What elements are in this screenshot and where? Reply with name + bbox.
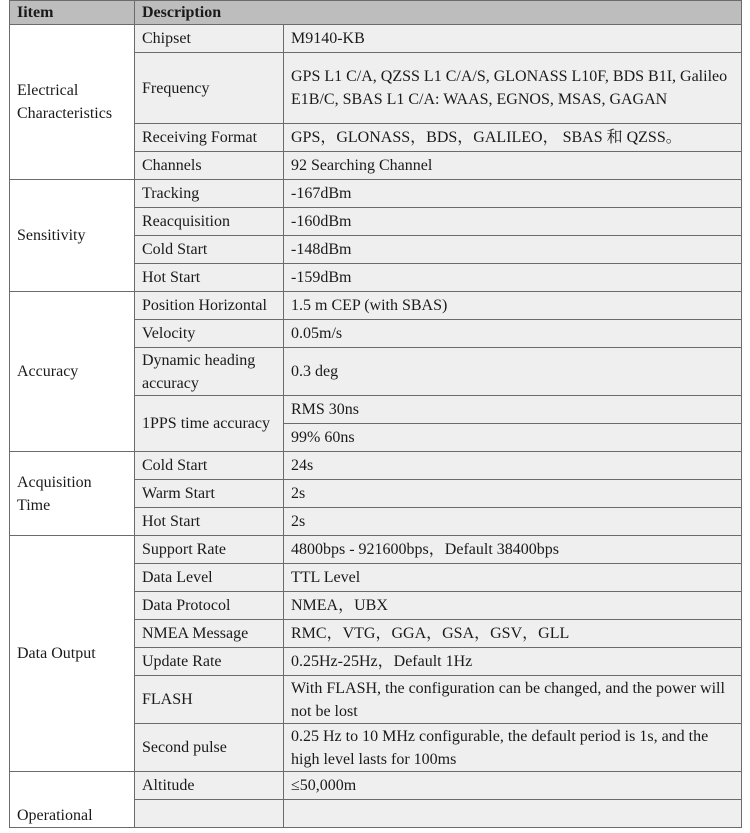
row-value-velocity: 0.05m/s xyxy=(284,320,742,348)
table-row xyxy=(10,25,742,53)
header-row xyxy=(10,1,742,25)
row-name-frequency: Frequency xyxy=(135,53,284,124)
row-value-second-pulse: 0.25 Hz to 10 MHz configurable, the default period is 1s, and the high level lasts for 100ms xyxy=(284,724,742,772)
row-name-1pps-time-accuracy: 1PPS time accuracy xyxy=(135,396,284,452)
header-description: Description xyxy=(135,1,742,25)
row-value-channels: 92 Searching Channel xyxy=(284,152,742,180)
row-value-cutoff xyxy=(284,800,742,828)
row-name-receiving-format: Receiving Format xyxy=(135,124,284,152)
group-accuracy: Accuracy xyxy=(10,292,135,452)
row-name-position-horizontal: Position Horizontal xyxy=(135,292,284,320)
row-value-cold-start: -148dBm xyxy=(284,236,742,264)
row-value-nmea-message: RMC，VTG，GGA，GSA，GSV，GLL xyxy=(284,620,742,648)
header-item: Iitem xyxy=(10,1,135,25)
group-electrical-characteristics: Electrical Characteristics xyxy=(10,25,135,180)
group-sensitivity: Sensitivity xyxy=(10,180,135,292)
table-row xyxy=(10,536,742,564)
table-row xyxy=(10,292,742,320)
row-name-acq-cold-start: Cold Start xyxy=(135,452,284,480)
row-name-reacquisition: Reacquisition xyxy=(135,208,284,236)
row-value-flash: With FLASH, the configuration can be changed, and the power will not be lost xyxy=(284,676,742,724)
row-value-tracking: -167dBm xyxy=(284,180,742,208)
table-row xyxy=(10,180,742,208)
row-value-data-protocol: NMEA，UBX xyxy=(284,592,742,620)
row-name-acq-warm-start: Warm Start xyxy=(135,480,284,508)
row-name-acq-hot-start: Hot Start xyxy=(135,508,284,536)
row-value-update-rate: 0.25Hz-25Hz，Default 1Hz xyxy=(284,648,742,676)
row-value-support-rate: 4800bps - 921600bps，Default 38400bps xyxy=(284,536,742,564)
row-name-second-pulse: Second pulse xyxy=(135,724,284,772)
row-value-receiving-format: GPS，GLONASS，BDS，GALILEO， SBAS 和 QZSS。 xyxy=(284,124,742,152)
row-value-frequency: GPS L1 C/A, QZSS L1 C/A/S, GLONASS L10F, BDS B1I, Galileo E1B/C, SBAS L1 C/A: WAAS, EGNOS, MSAS, GAGAN xyxy=(284,53,742,124)
row-value-dynamic-heading-accuracy: 0.3 deg xyxy=(284,348,742,396)
row-value-reacquisition: -160dBm xyxy=(284,208,742,236)
row-name-chipset: Chipset xyxy=(135,25,284,53)
row-value-data-level: TTL Level xyxy=(284,564,742,592)
row-name-altitude: Altitude xyxy=(135,772,284,800)
row-value-chipset: M9140-KB xyxy=(284,25,742,53)
row-name-channels: Channels xyxy=(135,152,284,180)
row-value-1pps-rms: RMS 30ns xyxy=(284,396,742,424)
row-value-acq-warm-start: 2s xyxy=(284,480,742,508)
row-value-acq-cold-start: 24s xyxy=(284,452,742,480)
row-value-acq-hot-start: 2s xyxy=(284,508,742,536)
row-name-nmea-message: NMEA Message xyxy=(135,620,284,648)
row-value-hot-start: -159dBm xyxy=(284,264,742,292)
row-value-altitude: ≤50,000m xyxy=(284,772,742,800)
row-name-tracking: Tracking xyxy=(135,180,284,208)
row-name-hot-start: Hot Start xyxy=(135,264,284,292)
row-name-dynamic-heading-accuracy: Dynamic heading accuracy xyxy=(135,348,284,396)
table-row xyxy=(10,772,742,800)
row-name-data-protocol: Data Protocol xyxy=(135,592,284,620)
group-operational: Operational xyxy=(10,772,135,828)
spec-table xyxy=(9,0,742,828)
row-name-velocity: Velocity xyxy=(135,320,284,348)
row-name-cold-start: Cold Start xyxy=(135,236,284,264)
row-name-update-rate: Update Rate xyxy=(135,648,284,676)
row-value-1pps-99: 99% 60ns xyxy=(284,424,742,452)
table-row xyxy=(10,452,742,480)
group-data-output: Data Output xyxy=(10,536,135,772)
group-acquisition-time: Acquisition Time xyxy=(10,452,135,536)
row-name-flash: FLASH xyxy=(135,676,284,724)
row-name-data-level: Data Level xyxy=(135,564,284,592)
row-value-position-horizontal: 1.5 m CEP (with SBAS) xyxy=(284,292,742,320)
row-name-support-rate: Support Rate xyxy=(135,536,284,564)
row-name-cutoff xyxy=(135,800,284,828)
